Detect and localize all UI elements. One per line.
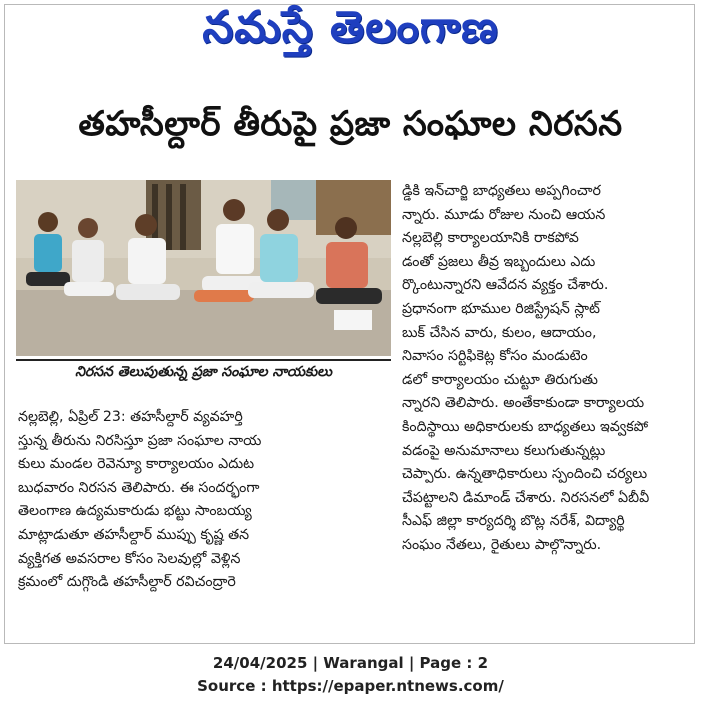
article-line: బుధవారం నిరసన తెలిపారు. ఈ సందర్భంగా (18, 479, 260, 496)
newspaper-masthead: నమస్తే తెలంగాణ (202, 2, 499, 53)
edition-info: 24/04/2025 | Warangal | Page : 2 (212, 654, 489, 672)
article-line: డంతో ప్రజలు తీవ్ర ఇబ్బందులు ఎదు (402, 253, 596, 270)
article-line: నల్లబెల్లి కార్యాలయానికి రాకపోవ (402, 230, 579, 247)
article-line: సంఘం నేతలు, రైతులు పాల్గొన్నారు. (402, 536, 602, 553)
caption-divider (16, 359, 391, 361)
article-line: నల్లబెల్లి, ఏప్రిల్ 23: తహసీల్దార్ వ్యవహర్తి (18, 409, 243, 425)
protest-photo-illustration (16, 180, 391, 356)
article-line: కిందిస్థాయి అధికారులకు బాధ్యతలు ఇవ్వకపో (402, 418, 649, 435)
article-line: మాట్లాడుతూ తహసీల్దార్ ముప్పు కృష్ణ తన (18, 526, 250, 543)
article-line: నివాసం సర్టిఫికెట్ల కోసం మండుటెం (402, 348, 588, 365)
article-line: బుక్ చేసిన వారు, కులం, ఆదాయం, (402, 324, 597, 341)
article-line: చేపట్టాలని డిమాండ్ చేశారు. నిరసనలో ఏబీవీ (402, 489, 650, 506)
article-line: డ్డికి ఇన్‌చార్జి బాధ్యతలు అప్పగించార (402, 183, 601, 199)
article-photo (16, 180, 391, 356)
article-line: సీఎఫ్ జిల్లా కార్యదర్శి బొట్ల నరేశ్, విద్యార్థి (402, 513, 625, 530)
article-line: కులు మండల రెవెన్యూ కార్యాలయం ఎదుట (18, 456, 255, 473)
article-line: ప్రధానంగా భూముల రిజిస్ట్రేషన్ స్లాట్ (402, 300, 600, 317)
article-line: వడంపై అనుమానాలు కలుగుతున్నట్లు (402, 442, 606, 459)
article-line: న్నారని తెలిపారు. అంతేకాకుండా కార్యాలయ (402, 395, 645, 412)
article-line: చెప్పారు. ఉన్నతాధికారులు స్పందించి చర్యలు (402, 466, 648, 483)
article-line: ర్కొంటున్నారని ఆవేదన వ్యక్తం చేశారు. (402, 277, 609, 294)
article-line: వ్యక్తిగత అవసరాల కోసం సెలవుల్లో వెళ్లిన (18, 550, 241, 567)
article-headline: తహసీల్దార్ తీరుపై ప్రజా సంఘాల నిరసన (78, 104, 623, 144)
article-line: తెలంగాణ ఉద్యమకారుడు భట్టు సాంబయ్య (18, 503, 252, 520)
article-line: క్రమంలో దుగ్గొండి తహసీల్దార్ రవిచంద్రారె (18, 574, 236, 591)
article-column-left (18, 406, 358, 595)
photo-caption: నిరసన తెలుపుతున్న ప్రజా సంఘాల నాయకులు (75, 364, 332, 380)
article-line: స్తున్న తీరును నిరసిస్తూ ప్రజా సంఘాల నాయ (18, 432, 262, 449)
article-column-right (402, 180, 692, 558)
article-line: న్నారు. మూడు రోజుల నుంచి ఆయన (402, 206, 606, 223)
article-line: డలో కార్యాలయం చుట్టూ తిరుగుతు (402, 371, 598, 388)
source-link[interactable]: Source : https://epaper.ntnews.com/ (197, 677, 504, 695)
